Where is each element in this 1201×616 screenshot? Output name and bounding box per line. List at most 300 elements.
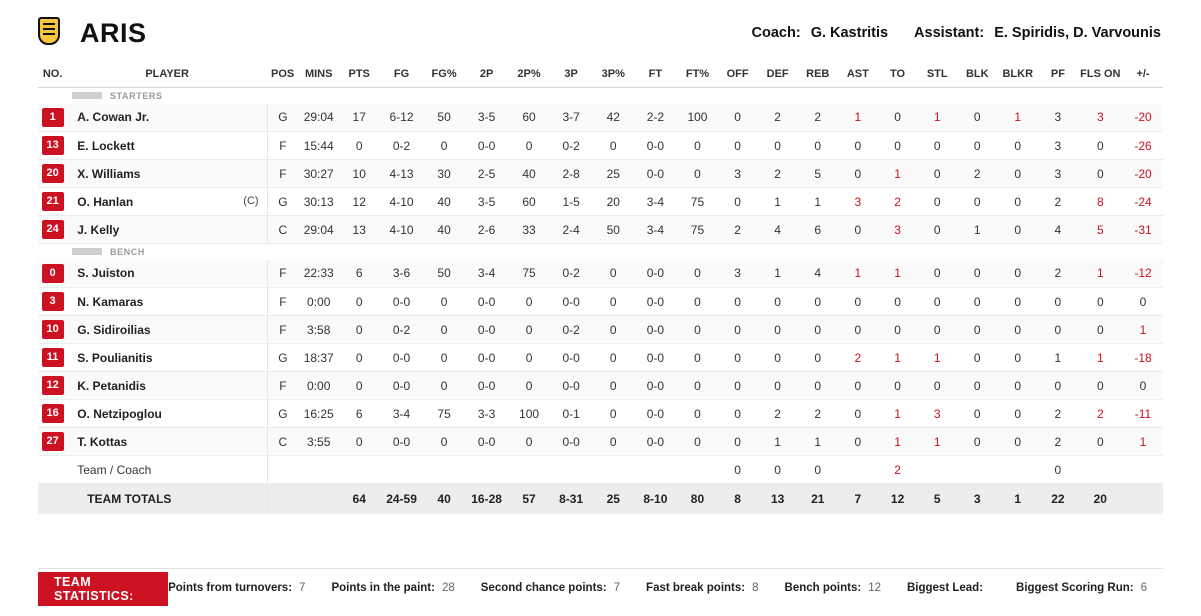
- stat-blk: 0: [957, 188, 997, 216]
- stat-blkr: 0: [997, 288, 1038, 316]
- stat-p2p: 60: [509, 188, 549, 216]
- stat-p2: 3-4: [464, 260, 509, 288]
- stat-p2p: 0: [509, 428, 549, 456]
- stat-fg: 0-2: [379, 316, 424, 344]
- stat-p2p: 33: [509, 216, 549, 244]
- col-2p[interactable]: 2P: [464, 62, 509, 88]
- stat-pts: 0: [339, 288, 379, 316]
- stat-p2: 0-0: [464, 372, 509, 400]
- stat-flson: 3: [1078, 104, 1123, 132]
- stat-flson: 0: [1078, 288, 1123, 316]
- team-stat-label: Points in the paint:: [331, 581, 435, 594]
- stat-ftp: 0: [677, 372, 717, 400]
- stat-mins: 0:00: [298, 372, 339, 400]
- stat-ft: 0-0: [633, 160, 677, 188]
- stat-ast: 0: [838, 400, 878, 428]
- stat-def: 1: [758, 428, 798, 456]
- team-stat-item: [785, 582, 881, 594]
- stat-stl: 0: [917, 160, 957, 188]
- team-stat-item: [646, 582, 758, 594]
- jersey-number: 20: [38, 160, 67, 188]
- stat-blkr: 0: [997, 400, 1038, 428]
- stat-off: 0: [718, 372, 758, 400]
- stat-blkr: 1: [997, 484, 1038, 514]
- stat-mins: 15:44: [298, 132, 339, 160]
- col-ast[interactable]: AST: [838, 62, 878, 88]
- stat-blk: 0: [957, 288, 997, 316]
- assistant-block: [914, 25, 1161, 41]
- stat-p3: 8-31: [549, 484, 593, 514]
- stat-reb: 0: [798, 372, 838, 400]
- col-mins[interactable]: MINS: [298, 62, 339, 88]
- player-name[interactable]: N. Kamaras: [67, 288, 267, 316]
- stat-pts: 6: [339, 260, 379, 288]
- team-stat-label: Biggest Scoring Run:: [1016, 581, 1134, 594]
- stat-fg: 0-0: [379, 372, 424, 400]
- stat-blk: 0: [957, 260, 997, 288]
- stat-ftp: 0: [677, 344, 717, 372]
- team-statistics-title: TEAM STATISTICS:: [38, 572, 168, 606]
- stat-pf: 3: [1038, 160, 1077, 188]
- jersey-number: 1: [38, 104, 67, 132]
- team-statistics-footer: [38, 568, 1163, 606]
- stat-flson: 1: [1078, 344, 1123, 372]
- stat-ft: 0-0: [633, 428, 677, 456]
- stat-pm: -24: [1123, 188, 1163, 216]
- stat-mins: 3:55: [298, 428, 339, 456]
- col-to[interactable]: TO: [878, 62, 917, 88]
- stat-pm: -26: [1123, 132, 1163, 160]
- stat-reb: 2: [798, 400, 838, 428]
- stat-mins: 16:25: [298, 400, 339, 428]
- table-row-starter[interactable]: [38, 132, 1163, 160]
- team-logo-icon: [38, 17, 64, 49]
- stat-fgp: 40: [424, 484, 464, 514]
- player-name[interactable]: S. Poulianitis: [67, 344, 267, 372]
- stat-p2p: 75: [509, 260, 549, 288]
- col-pos[interactable]: POS: [267, 62, 298, 88]
- stat-flson: 5: [1078, 216, 1123, 244]
- stat-p3: 0-1: [549, 400, 593, 428]
- col-reb[interactable]: REB: [798, 62, 838, 88]
- stat-pm: -18: [1123, 344, 1163, 372]
- stat-ft: 8-10: [633, 484, 677, 514]
- stat-mins: 29:04: [298, 104, 339, 132]
- stat-pos: G: [267, 188, 298, 216]
- stat-fg: 0-0: [379, 288, 424, 316]
- stat-ft: 0-0: [633, 316, 677, 344]
- stat-p2p: 60: [509, 104, 549, 132]
- stat-ftp: 0: [677, 160, 717, 188]
- stat-fgp: 0: [424, 288, 464, 316]
- team-stat-value: 8: [752, 581, 759, 594]
- stat-flson: 0: [1078, 372, 1123, 400]
- table-header: [38, 62, 1163, 88]
- stat-stl: 1: [917, 428, 957, 456]
- stat-fgp: 0: [424, 132, 464, 160]
- stat-fg: 4-10: [379, 216, 424, 244]
- stat-ast: 0: [838, 216, 878, 244]
- table-row-team-coach[interactable]: [38, 456, 1163, 484]
- stat-stl: 1: [917, 344, 957, 372]
- stat-def: 1: [758, 260, 798, 288]
- stat-p3p: 25: [593, 160, 633, 188]
- stat-to: 1: [878, 400, 917, 428]
- stat-flson: [1078, 456, 1123, 484]
- stat-p3p: 25: [593, 484, 633, 514]
- team-stat-label: Bench points:: [784, 581, 862, 594]
- team-stat-item: [907, 582, 990, 594]
- stat-p2: 3-5: [464, 104, 509, 132]
- stat-def: 2: [758, 160, 798, 188]
- col-player[interactable]: PLAYER: [67, 62, 267, 88]
- stat-to: 2: [878, 188, 917, 216]
- stat-off: 0: [718, 132, 758, 160]
- stat-pm: -31: [1123, 216, 1163, 244]
- stat-pm: -12: [1123, 260, 1163, 288]
- stat-to: 2: [878, 456, 917, 484]
- player-name[interactable]: O. Hanlan (C): [67, 188, 267, 216]
- stat-mins: 0:00: [298, 288, 339, 316]
- stat-p3: 0-2: [549, 132, 593, 160]
- table-row-bench[interactable]: [38, 428, 1163, 456]
- col-off[interactable]: OFF: [718, 62, 758, 88]
- player-name[interactable]: T. Kottas: [67, 428, 267, 456]
- stat-ast: 0: [838, 372, 878, 400]
- stat-pts: 13: [339, 216, 379, 244]
- col-ft[interactable]: FT: [633, 62, 677, 88]
- stat-blk: 1: [957, 216, 997, 244]
- stat-ast: 3: [838, 188, 878, 216]
- stat-p2: [464, 456, 509, 484]
- player-name[interactable]: O. Netzipoglou: [67, 400, 267, 428]
- stat-p2: 16-28: [464, 484, 509, 514]
- stat-def: 2: [758, 104, 798, 132]
- stat-p3p: 0: [593, 260, 633, 288]
- assistant-label: Assistant:: [914, 25, 985, 41]
- stat-p3p: 0: [593, 344, 633, 372]
- stat-pm: 1: [1123, 428, 1163, 456]
- stat-ast: 7: [838, 484, 878, 514]
- stat-blkr: 0: [997, 132, 1038, 160]
- stat-mins: 29:04: [298, 216, 339, 244]
- col-blkr[interactable]: BLKR: [997, 62, 1038, 88]
- stat-blkr: 0: [997, 372, 1038, 400]
- boxscore-table-wrap: [0, 62, 1201, 514]
- stat-fgp: 0: [424, 316, 464, 344]
- stat-to: 0: [878, 316, 917, 344]
- stat-def: 0: [758, 316, 798, 344]
- stat-ft: 3-4: [633, 216, 677, 244]
- stat-stl: 5: [917, 484, 957, 514]
- stat-pf: 2: [1038, 260, 1077, 288]
- stat-blk: 2: [957, 160, 997, 188]
- stat-p2p: 100: [509, 400, 549, 428]
- jersey-number: [38, 484, 67, 514]
- col-no[interactable]: NO.: [38, 62, 67, 88]
- stat-off: 8: [718, 484, 758, 514]
- stat-pf: 3: [1038, 132, 1077, 160]
- col-3p[interactable]: 3P: [549, 62, 593, 88]
- stat-p3p: 0: [593, 316, 633, 344]
- jersey-number: 12: [38, 372, 67, 400]
- stat-ast: 2: [838, 344, 878, 372]
- stat-p3p: 0: [593, 428, 633, 456]
- stat-p3: 0-0: [549, 344, 593, 372]
- col-stl[interactable]: STL: [917, 62, 957, 88]
- stat-off: 0: [718, 104, 758, 132]
- col-2pp[interactable]: 2P%: [509, 62, 549, 88]
- stat-off: 0: [718, 456, 758, 484]
- stat-mins: [298, 484, 339, 514]
- coach-label: Coach:: [751, 25, 801, 41]
- table-row-bench[interactable]: [38, 400, 1163, 428]
- stat-pos: C: [267, 216, 298, 244]
- stat-reb: 0: [798, 456, 838, 484]
- player-name[interactable]: S. Juiston: [67, 260, 267, 288]
- stat-ft: 0-0: [633, 260, 677, 288]
- stat-reb: 5: [798, 160, 838, 188]
- table-row-bench[interactable]: [38, 344, 1163, 372]
- stat-p3: 0-0: [549, 288, 593, 316]
- stat-p2p: 0: [509, 316, 549, 344]
- stat-p2p: [509, 456, 549, 484]
- stat-ftp: 75: [677, 188, 717, 216]
- col-fg[interactable]: FG: [379, 62, 424, 88]
- stat-pts: 0: [339, 344, 379, 372]
- stat-off: 0: [718, 428, 758, 456]
- stat-blk: [957, 456, 997, 484]
- stat-ft: 0-0: [633, 288, 677, 316]
- stat-p2: 2-5: [464, 160, 509, 188]
- table-row-starter[interactable]: [38, 104, 1163, 132]
- stat-pf: 1: [1038, 344, 1077, 372]
- stat-p3: 0-0: [549, 372, 593, 400]
- table-row-bench[interactable]: [38, 316, 1163, 344]
- stat-p2: 2-6: [464, 216, 509, 244]
- stat-to: 0: [878, 132, 917, 160]
- stat-pm: [1123, 484, 1163, 514]
- stat-p2p: 0: [509, 288, 549, 316]
- stat-p3: 1-5: [549, 188, 593, 216]
- stat-ftp: [677, 456, 717, 484]
- player-name[interactable]: G. Sidiroilias: [67, 316, 267, 344]
- stat-p3p: 50: [593, 216, 633, 244]
- team-stat-value: 28: [441, 581, 455, 594]
- player-name[interactable]: K. Petanidis: [67, 372, 267, 400]
- stat-stl: [917, 456, 957, 484]
- page-header: [0, 0, 1201, 62]
- stat-pos: F: [267, 160, 298, 188]
- stat-mins: 30:27: [298, 160, 339, 188]
- stat-mins: 30:13: [298, 188, 339, 216]
- stat-stl: 0: [917, 372, 957, 400]
- stat-ast: 0: [838, 160, 878, 188]
- stat-stl: 0: [917, 288, 957, 316]
- stat-off: 0: [718, 316, 758, 344]
- stat-reb: 1: [798, 188, 838, 216]
- player-name[interactable]: J. Kelly: [67, 216, 267, 244]
- stat-blk: 0: [957, 132, 997, 160]
- stat-pts: 0: [339, 316, 379, 344]
- stat-to: 0: [878, 104, 917, 132]
- player-name[interactable]: X. Williams: [67, 160, 267, 188]
- stat-fg: 24-59: [379, 484, 424, 514]
- player-name[interactable]: A. Cowan Jr.: [67, 104, 267, 132]
- stat-p3: 3-7: [549, 104, 593, 132]
- stat-p2: 3-5: [464, 188, 509, 216]
- stat-fgp: 50: [424, 260, 464, 288]
- jersey-number: 3: [38, 288, 67, 316]
- col-pf[interactable]: PF: [1038, 62, 1077, 88]
- stat-fgp: 30: [424, 160, 464, 188]
- coach-name: G. Kastritis: [810, 25, 889, 41]
- stat-p3: 2-8: [549, 160, 593, 188]
- stat-pm: -20: [1123, 160, 1163, 188]
- stat-blkr: 0: [997, 216, 1038, 244]
- stat-to: 1: [878, 160, 917, 188]
- stat-blkr: 0: [997, 188, 1038, 216]
- stat-blkr: 0: [997, 344, 1038, 372]
- stat-pm: -20: [1123, 104, 1163, 132]
- stat-fg: 0-2: [379, 132, 424, 160]
- stat-ft: 2-2: [633, 104, 677, 132]
- col-flson[interactable]: FLS ON: [1078, 62, 1123, 88]
- stat-stl: 0: [917, 260, 957, 288]
- stat-flson: 0: [1078, 160, 1123, 188]
- col-fgp[interactable]: FG%: [424, 62, 464, 88]
- stat-ast: [838, 456, 878, 484]
- stat-mins: 22:33: [298, 260, 339, 288]
- player-name: Team / Coach: [67, 456, 267, 484]
- table-row-totals: [38, 484, 1163, 514]
- stat-fgp: 75: [424, 400, 464, 428]
- stat-pm: 0: [1123, 372, 1163, 400]
- stat-pts: 0: [339, 132, 379, 160]
- jersey-number: 13: [38, 132, 67, 160]
- jersey-number: 21: [38, 188, 67, 216]
- stat-flson: 0: [1078, 428, 1123, 456]
- table-row-bench[interactable]: [38, 372, 1163, 400]
- team-identity: [38, 17, 147, 49]
- group-header-starters: STARTERS: [38, 88, 1163, 104]
- stat-flson: 0: [1078, 132, 1123, 160]
- stat-pm: [1123, 456, 1163, 484]
- table-row-starter[interactable]: [38, 188, 1163, 216]
- stat-p2: 0-0: [464, 344, 509, 372]
- stat-fg: 4-10: [379, 188, 424, 216]
- stat-p3: [549, 456, 593, 484]
- player-name: TEAM TOTALS: [67, 484, 267, 514]
- stat-flson: 8: [1078, 188, 1123, 216]
- stat-p2: 0-0: [464, 288, 509, 316]
- team-stat-value: 7: [613, 581, 621, 594]
- stat-reb: 2: [798, 104, 838, 132]
- stat-reb: 0: [798, 132, 838, 160]
- stat-fgp: 40: [424, 216, 464, 244]
- stat-to: 1: [878, 260, 917, 288]
- stat-def: 0: [758, 344, 798, 372]
- stat-p3p: 20: [593, 188, 633, 216]
- col-pts[interactable]: PTS: [339, 62, 379, 88]
- stat-p2p: 40: [509, 160, 549, 188]
- staff-info: [752, 25, 1162, 41]
- stat-to: 1: [878, 344, 917, 372]
- team-stat-item: [168, 582, 305, 594]
- stat-ast: 0: [838, 132, 878, 160]
- stat-def: 2: [758, 400, 798, 428]
- col-plusminus[interactable]: +/-: [1123, 62, 1163, 88]
- stat-pts: 12: [339, 188, 379, 216]
- stat-pf: 0: [1038, 316, 1077, 344]
- table-row-starter[interactable]: [38, 160, 1163, 188]
- stat-pos: F: [267, 288, 298, 316]
- stat-to: 0: [878, 288, 917, 316]
- stat-pts: [339, 456, 379, 484]
- jersey-number: 10: [38, 316, 67, 344]
- stat-p2p: 0: [509, 132, 549, 160]
- col-ftp[interactable]: FT%: [677, 62, 717, 88]
- stat-def: 13: [758, 484, 798, 514]
- stat-ast: 1: [838, 104, 878, 132]
- stat-pos: F: [267, 260, 298, 288]
- team-stat-value: 7: [299, 581, 306, 594]
- col-3pp[interactable]: 3P%: [593, 62, 633, 88]
- stat-stl: 3: [917, 400, 957, 428]
- team-stat-label: Biggest Lead:: [906, 581, 984, 594]
- stat-fgp: 50: [424, 104, 464, 132]
- captain-marker: (C): [243, 194, 259, 207]
- stat-reb: 0: [798, 316, 838, 344]
- stat-pts: 64: [339, 484, 379, 514]
- stat-blkr: 0: [997, 260, 1038, 288]
- stat-pf: 2: [1038, 428, 1077, 456]
- stat-flson: 2: [1078, 400, 1123, 428]
- stat-p3p: 0: [593, 400, 633, 428]
- table-row-starter[interactable]: [38, 216, 1163, 244]
- team-stat-label: Fast break points:: [646, 581, 746, 594]
- jersey-number: 24: [38, 216, 67, 244]
- jersey-number: [38, 456, 67, 484]
- stat-p3: 0-2: [549, 316, 593, 344]
- jersey-number: 0: [38, 260, 67, 288]
- player-name[interactable]: E. Lockett: [67, 132, 267, 160]
- stat-def: 4: [758, 216, 798, 244]
- stat-ftp: 80: [677, 484, 717, 514]
- stat-fgp: 0: [424, 372, 464, 400]
- stat-pf: 2: [1038, 400, 1077, 428]
- table-row-bench[interactable]: [38, 260, 1163, 288]
- col-blk[interactable]: BLK: [957, 62, 997, 88]
- stat-stl: 0: [917, 216, 957, 244]
- stat-off: 0: [718, 344, 758, 372]
- stat-pos: F: [267, 372, 298, 400]
- stat-pos: F: [267, 316, 298, 344]
- stat-ft: [633, 456, 677, 484]
- stat-fgp: [424, 456, 464, 484]
- stat-ft: 0-0: [633, 132, 677, 160]
- stat-pts: 0: [339, 428, 379, 456]
- stat-p3p: 0: [593, 132, 633, 160]
- stat-pos: G: [267, 400, 298, 428]
- group-header-bench: BENCH: [38, 244, 1163, 260]
- stat-pos: [267, 484, 298, 514]
- stat-pm: 0: [1123, 288, 1163, 316]
- col-def[interactable]: DEF: [758, 62, 798, 88]
- stat-blk: 0: [957, 372, 997, 400]
- table-row-bench[interactable]: [38, 288, 1163, 316]
- team-stat-item: [481, 582, 620, 594]
